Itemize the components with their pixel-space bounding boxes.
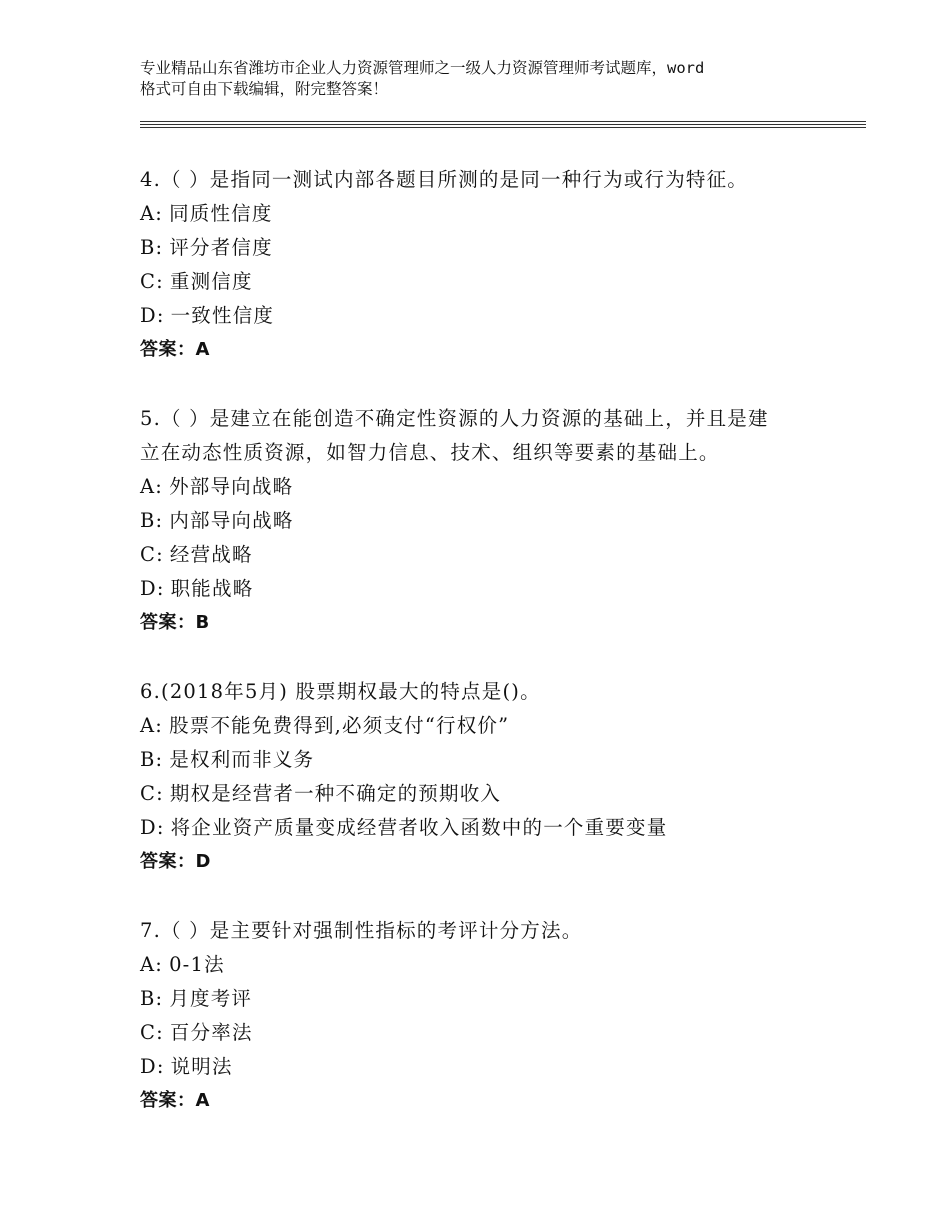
question-stem: [140, 402, 840, 470]
option-text: 内部导向战略: [169, 509, 294, 532]
option-letter: D:: [140, 577, 165, 600]
option-c: [140, 1016, 840, 1050]
question-stem-line: 立在动态性质资源，如智力信息、技术、组织等要素的基础上。: [140, 441, 720, 464]
option-a: [140, 197, 840, 231]
option-text: 月度考评: [169, 987, 253, 1010]
option-text: 同质性信度: [169, 202, 273, 225]
answer-label: 答案：D: [140, 851, 211, 872]
question-4: [140, 163, 840, 367]
option-letter: C:: [140, 782, 164, 805]
option-letter: C:: [140, 270, 164, 293]
question-stem: [140, 675, 840, 709]
option-text: 将企业资产质量变成经营者收入函数中的一个重要变量: [170, 816, 668, 839]
option-text: 股票不能免费得到,必须支付“行权价”: [169, 714, 510, 737]
option-letter: B:: [140, 509, 164, 532]
option-text: 重测信度: [169, 270, 253, 293]
option-text: 期权是经营者一种不确定的预期收入: [169, 782, 502, 805]
question-6: [140, 675, 840, 879]
option-text: 评分者信度: [169, 236, 273, 259]
option-d: [140, 572, 840, 606]
option-a: [140, 470, 840, 504]
option-d: [140, 811, 840, 845]
answer-label: 答案：A: [140, 1090, 210, 1111]
option-letter: B:: [140, 987, 164, 1010]
option-d: [140, 1050, 840, 1084]
question-stem-line: 4.（ ）是指同一测试内部各题目所测的是同一种行为或行为特征。: [140, 168, 749, 191]
question-stem-line: 7.（ ）是主要针对强制性指标的考评计分方法。: [140, 919, 583, 942]
option-text: 0-1法: [169, 953, 225, 976]
option-letter: A:: [140, 953, 164, 976]
answer-label: 答案：B: [140, 612, 210, 633]
option-d: [140, 299, 840, 333]
header-divider: [140, 124, 866, 125]
answer-label: 答案：A: [140, 339, 210, 360]
header-line-1: 专业精品山东省潍坊市企业人力资源管理师之一级人力资源管理师考试题库，word: [140, 59, 705, 77]
option-text: 经营战略: [169, 543, 253, 566]
option-text: 外部导向战略: [169, 475, 294, 498]
option-letter: A:: [140, 714, 164, 737]
option-letter: C:: [140, 1021, 164, 1044]
question-stem: [140, 914, 840, 948]
question-5: [140, 402, 840, 640]
question-list: [140, 163, 840, 1153]
option-letter: B:: [140, 236, 164, 259]
option-c: [140, 538, 840, 572]
option-letter: B:: [140, 748, 164, 771]
option-b: [140, 231, 840, 265]
option-letter: C:: [140, 543, 164, 566]
option-b: [140, 743, 840, 777]
option-b: [140, 982, 840, 1016]
option-a: [140, 709, 840, 743]
option-text: 一致性信度: [170, 304, 275, 327]
header-divider: [140, 127, 866, 128]
header-divider: [140, 121, 866, 122]
option-letter: A:: [140, 475, 164, 498]
question-stem-line: 6.(2018年5月) 股票期权最大的特点是()。: [140, 680, 541, 703]
question-stem-line: 5.（ ）是建立在能创造不确定性资源的人力资源的基础上，并且是建: [140, 407, 769, 430]
option-text: 是权利而非义务: [169, 748, 315, 771]
option-letter: A:: [140, 202, 164, 225]
option-c: [140, 265, 840, 299]
option-a: [140, 948, 840, 982]
question-7: [140, 914, 840, 1118]
option-letter: D:: [140, 1055, 165, 1078]
option-text: 职能战略: [170, 577, 254, 600]
question-stem: [140, 163, 840, 197]
document-header: [140, 58, 840, 100]
header-line-2: 格式可自由下载编辑，附完整答案！: [140, 80, 389, 98]
option-text: 百分率法: [169, 1021, 253, 1044]
option-c: [140, 777, 840, 811]
option-letter: D:: [140, 816, 165, 839]
option-text: 说明法: [170, 1055, 233, 1078]
option-b: [140, 504, 840, 538]
option-letter: D:: [140, 304, 165, 327]
